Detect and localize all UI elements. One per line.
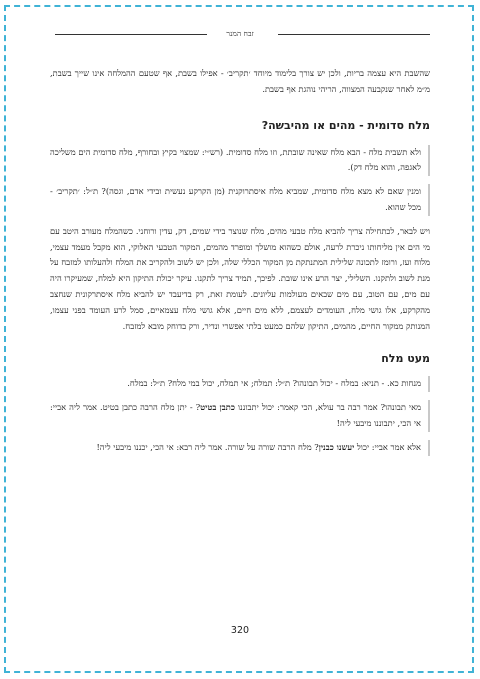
source-quote-block-1 [50,145,430,177]
page-content [50,66,430,456]
source-quote: ולא תשבית מלח - הבא מלח שאינה שובתת, וזו מלח סדומית. (רש״י: שמצוי בקיץ ובחורף, מלח סדומית הים משליכה לאגפה, והוא מלח דק). [50,146,421,173]
page-number: 320 [230,625,250,636]
bold-phrase: יעשנו כבנין [318,441,355,452]
talmud-quote: מנחות כא. - תניא: במלח - יכול תבונהו? ת״ל: תמלח; אי תמלח, יכול במי מלח? ת״ל: במלח. [127,378,421,389]
intro-paragraph: שהשבת היא עצמה בריות, ולכן יש צורך בלימוד מיוחד ׳תקריב׳ - אפילו בשבת, אף שטעם ההמלחה אינו שייך בשבת, מ״מ לאחר שנקבעה המצווה, הריהי נוהגת אף בשבת. [50,68,430,94]
talmud-quote-block-2 [50,400,430,432]
section-heading-little-salt: מעט מלח [381,352,430,366]
bold-phrase: כתבן בטיט [200,402,235,413]
section-heading-sodom-salt: מלח סדומית - מהים או מהיבשה? [261,118,430,132]
talmud-quote: אלא אמר אביי: יכול יעשנו כבנין? מלח הרבה שורה על שורה. אמר ליה רבא: אי הכי, יכננו מיבעי ליה! [96,441,421,452]
running-header: זבח המנר [226,29,254,38]
talmud-quote-block-1 [50,376,430,392]
talmud-quote-block-3 [50,440,430,456]
source-quote-block-2 [50,184,430,216]
commentary-paragraph: ויש לבאר, לכתחילה צריך להביא מלח טבעי מהים, מלח שנוצר בידי שמים, דק, עדין ורוחני. כשהמלח מעורב היטב עם מי הים אין מליחותו ניכרת לרעה, אולם כשהוא מושלך ומופרד מהמים, המקור הטבעי האלוקי, הוא מקבל מעמד עצמי, מלוח ועז, ורומז לתכונה שלילית המתנתקת מן המקור הכללי שלה, ולכן יש לשוב ולהקריב את המלח ולהעלותו למזבח על מנת לשוב ולתקנו. השלילי, יצר הרע אינו שובת. לפיכך, תמיד צריך לתקנו. עיקר יכולת התיקון היא למלח, שמעיקרו היה עם מים, עם הטוב, עם מים שבאים מעולמות עליונים. לעומת זאת, רק בדיעבד יש להביא מלח איסתרקונית שנחצב מהקרקע, אלו גושי מלח, העומדים לעצמם, ללא מים חיים, אלא גושי מלח עצמאיים, סמל לרע העומד בפני עצמו, המנותק ממקור החיים, מהמים, התיקון שלהם כמעט בלתי אפשרי ונדיר, ורק בדוחק מובא למזבח. [50,225,430,331]
source-quote: ומנין שאם לא מצא מלח סדומית, שמביא מלח איסתרוקנית (מן הקרקע נעשית ובידי אדם, וגסה)? ת״ל: ׳תקריב׳ - מכל שהוא. [50,186,421,212]
header-rule-right [278,34,430,35]
talmud-quote: מאי תבונהו? אמר רבה בר עולא, הכי קאמר: יכול יתבוננו כתבן בטיט? - יתן מלח הרבה כתבן בטיט. אמר ליה אביי: אי הכי, יתבוננו מיבעי ליה! [50,402,421,428]
